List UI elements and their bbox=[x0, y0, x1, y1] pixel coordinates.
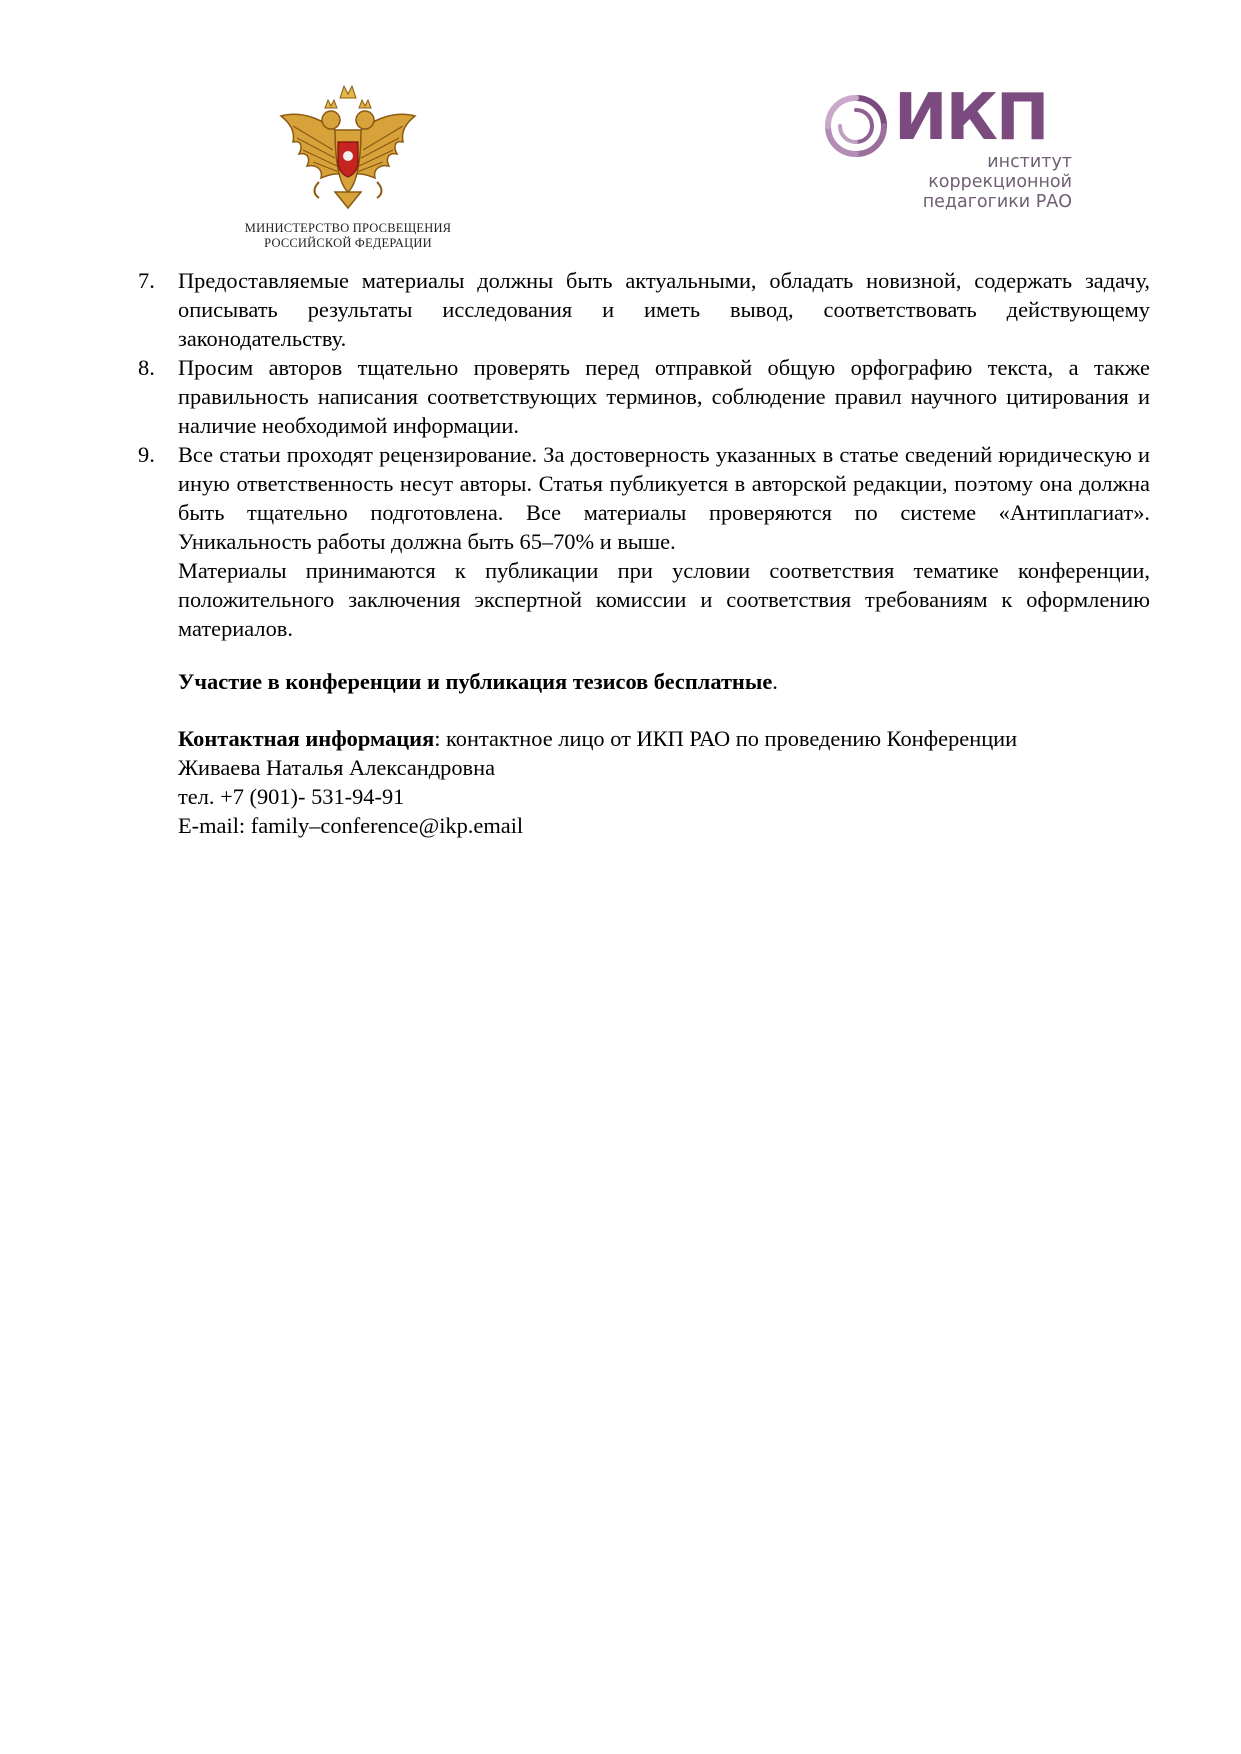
list-number: 8. bbox=[138, 355, 155, 380]
ikp-logo bbox=[820, 81, 1072, 230]
list-item-text: Все статьи проходят рецензирование. За достоверность указанных в статье сведений юридическую и иную ответственность несут авторы. Статья публикуется в авторской редакции, поэтому она должна быть тщательно подготовлена. Все материалы проверяются по системе «Антиплагиат». Уникальность работы должна быть 65–70% и выше. bbox=[178, 442, 1150, 554]
list-number: 7. bbox=[138, 268, 155, 293]
contact-description: : контактное лицо от ИКП РАО по проведению Конференции bbox=[434, 726, 1018, 751]
ministry-caption: МИНИСТЕРСТВО ПРОСВЕЩЕНИЯ РОССИЙСКОЙ ФЕДЕРАЦИИ bbox=[244, 221, 452, 250]
list-item bbox=[138, 266, 1150, 353]
list-item-text: Просим авторов тщательно проверять перед отправкой общую орфографию текста, а также правильность написания соответствующих терминов, соблюдение правил научного цитирования и наличие необходимой информации. bbox=[178, 355, 1150, 438]
free-notice-tail: . bbox=[772, 669, 778, 694]
contact-line bbox=[178, 724, 1150, 753]
ministry-logo bbox=[228, 80, 468, 255]
free-notice-bold: Участие в конференции и публикация тезисов бесплатные bbox=[178, 669, 773, 694]
contact-info bbox=[178, 724, 1150, 840]
ikp-logo-letters: ИКП bbox=[894, 81, 1048, 155]
list-item-text: Предоставляемые материалы должны быть актуальными, обладать новизной, содержать задачу, описывать результаты исследования и иметь вывод, соответствовать действующему законодательству. bbox=[178, 268, 1150, 351]
double-headed-eagle-icon bbox=[273, 80, 423, 220]
ikp-subtitle: институт коррекционной педагогики РАО bbox=[922, 152, 1072, 212]
list-item bbox=[138, 440, 1150, 643]
contact-email: E-mail: family–conference@ikp.email bbox=[178, 813, 524, 838]
contact-label: Контактная информация bbox=[178, 726, 435, 751]
list-number: 9. bbox=[138, 442, 155, 467]
contact-phone: тел. +7 (901)- 531-94-91 bbox=[178, 784, 405, 809]
list-item-extra-text: Материалы принимаются к публикации при условии соответствия тематике конференции, положительного заключения экспертной комиссии и соответствия требованиям к оформлению материалов. bbox=[178, 558, 1150, 641]
requirements-list bbox=[138, 266, 1150, 643]
list-item bbox=[138, 353, 1150, 440]
free-participation-notice bbox=[178, 667, 1150, 696]
swirl-icon bbox=[820, 90, 892, 162]
contact-name: Живаева Наталья Александровна bbox=[178, 755, 496, 780]
